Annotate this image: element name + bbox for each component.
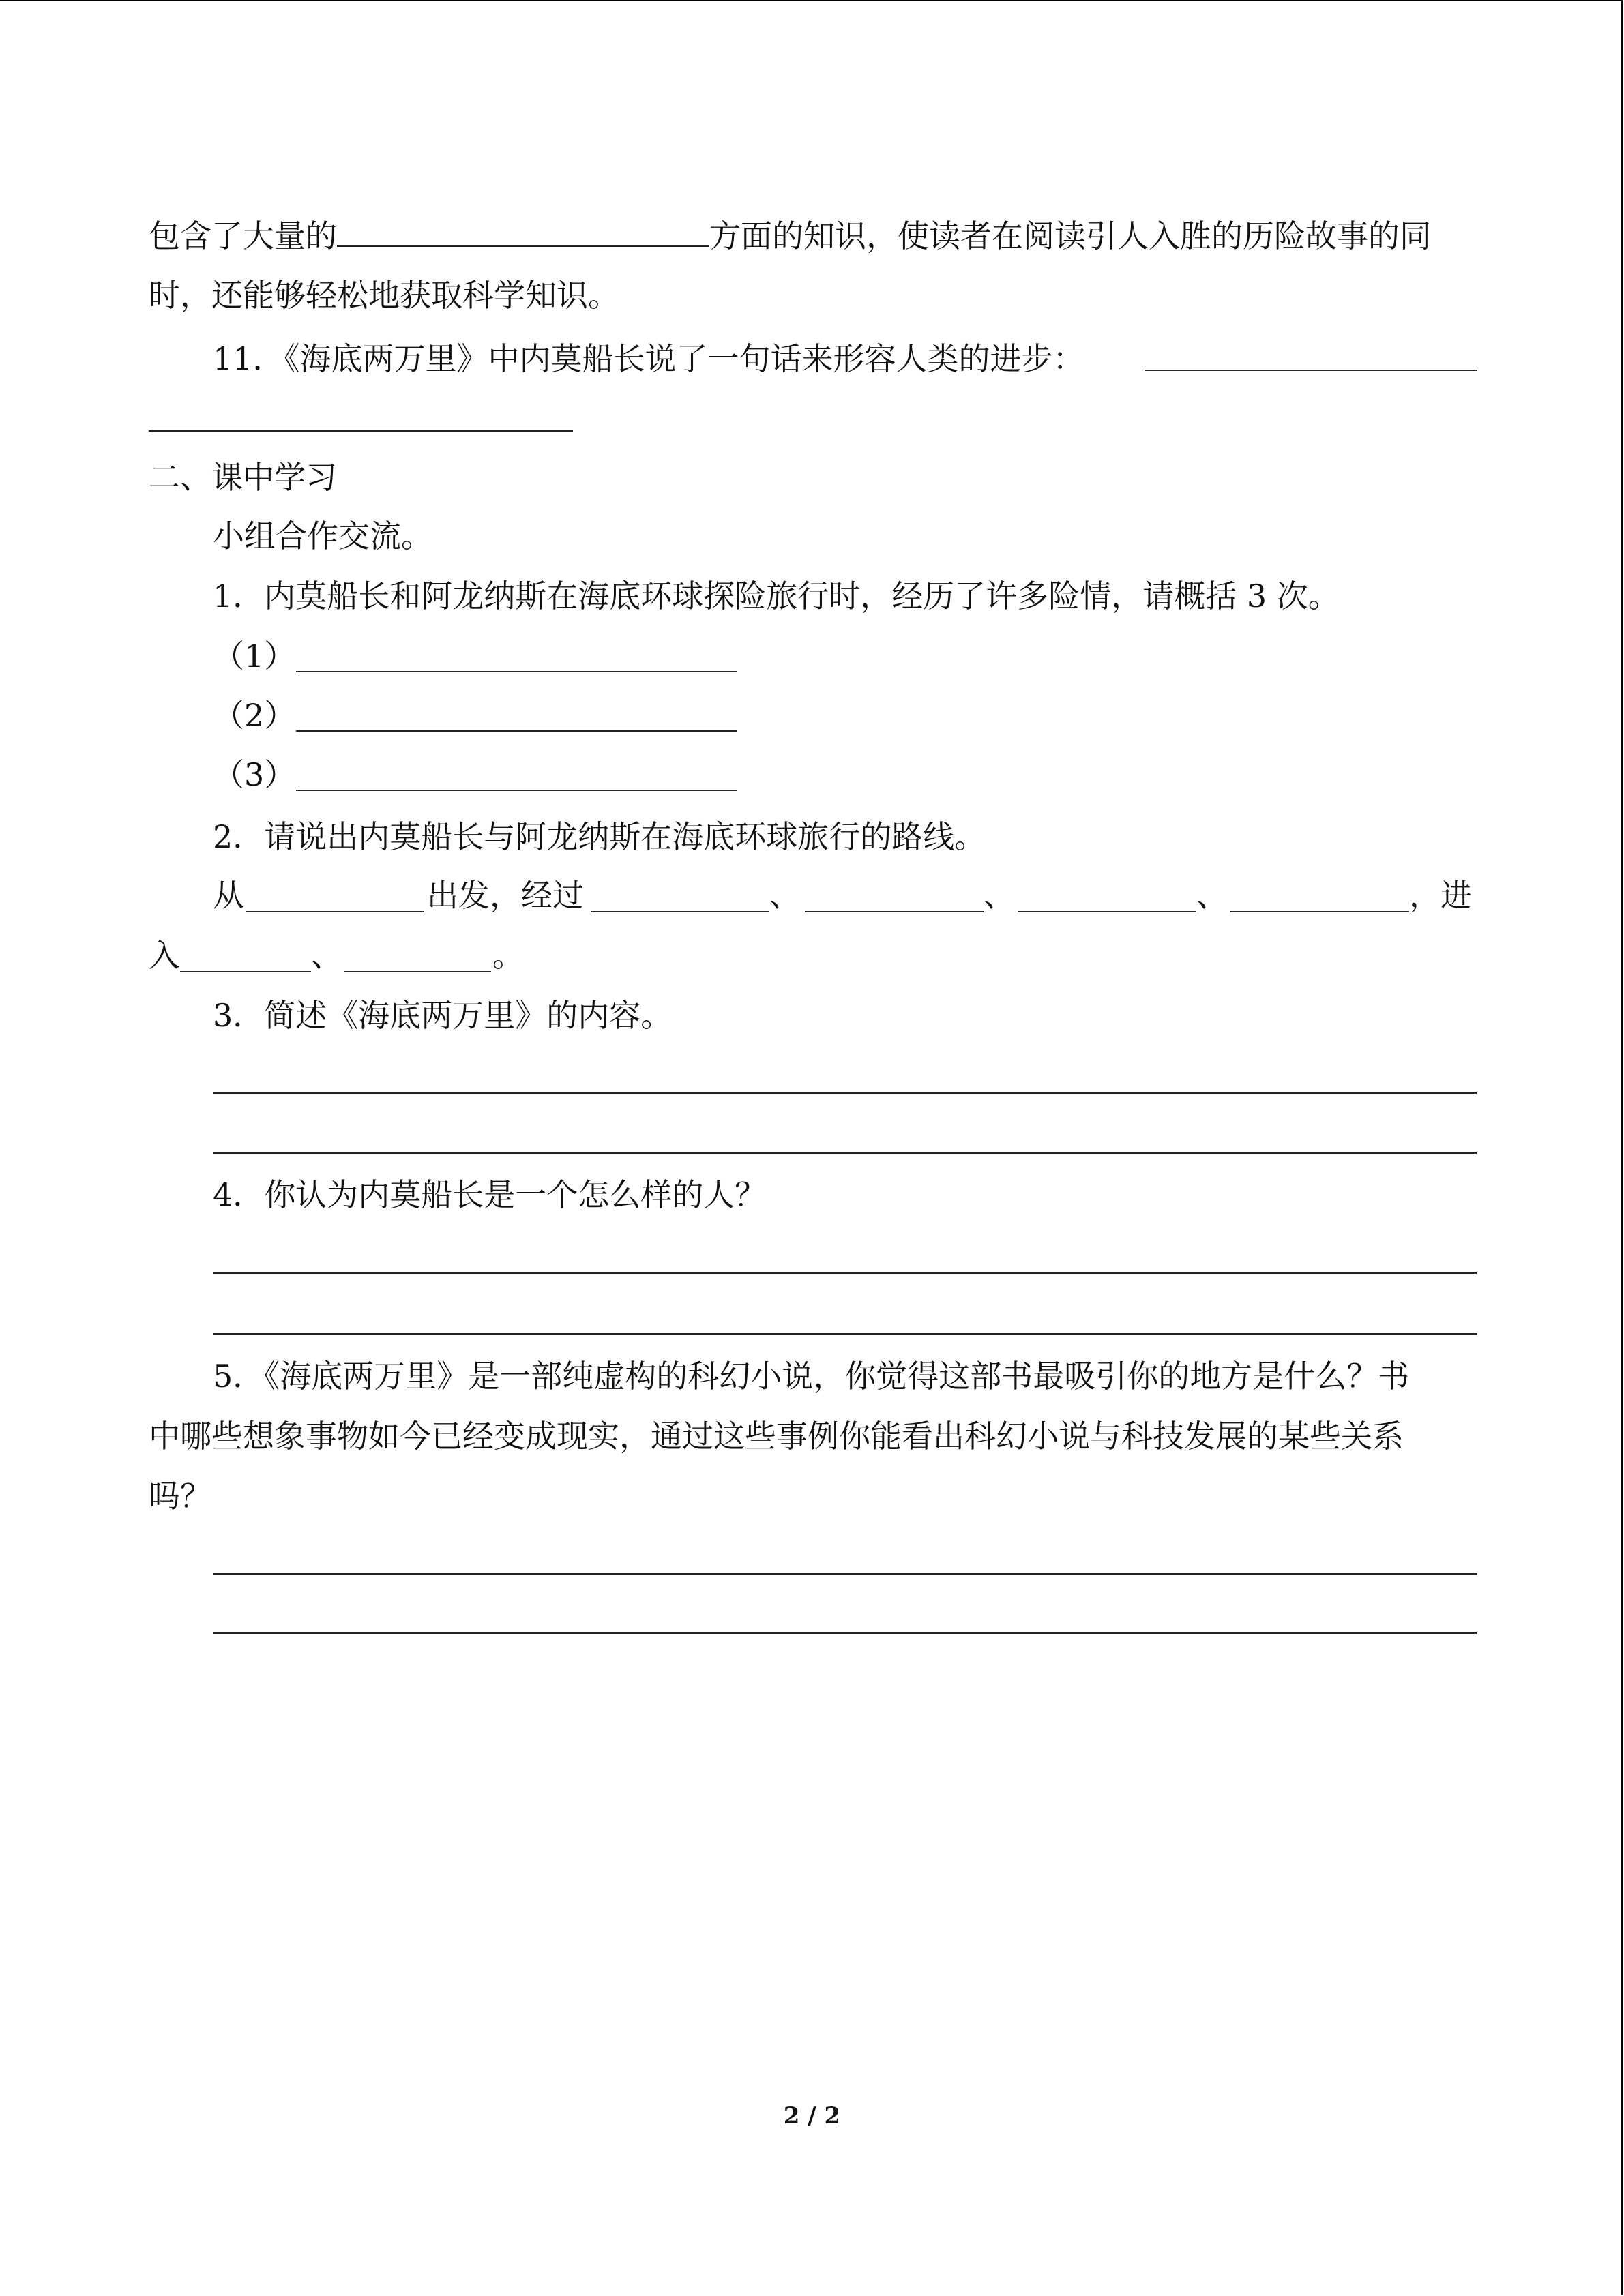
answer-line[interactable]: [213, 1272, 1477, 1274]
q2-enter-tail: ，进: [1409, 877, 1472, 914]
q1-item-label: （1）: [213, 638, 296, 674]
answer-blank[interactable]: [337, 215, 709, 247]
answer-blank[interactable]: [149, 430, 573, 432]
answer-blank[interactable]: [591, 911, 769, 912]
section-heading: 二、课中学习: [149, 459, 337, 496]
answer-line[interactable]: [213, 1152, 1477, 1154]
answer-blank[interactable]: [1230, 911, 1409, 912]
section-intro: 小组合作交流。: [213, 518, 432, 554]
q2-separator: 、: [769, 877, 801, 914]
answer-blank[interactable]: [180, 971, 311, 972]
answer-line[interactable]: [213, 1092, 1477, 1094]
page-number: 2 / 2: [783, 2102, 841, 2130]
answer-blank[interactable]: [1018, 911, 1196, 912]
q2-separator: 、: [1196, 877, 1228, 914]
q2-enter: 入: [149, 937, 180, 974]
q1-item-label: （2）: [213, 697, 296, 734]
question-1: 1．内莫船长和阿龙纳斯在海底环球探险旅行时，经历了许多险情，请概括 3 次。: [213, 578, 1340, 614]
question-4: 4．你认为内莫船长是一个怎么样的人？: [213, 1176, 767, 1213]
q2-separator: 、: [311, 937, 342, 974]
answer-blank[interactable]: [296, 790, 737, 791]
q2-from: 从: [213, 877, 244, 914]
question-2: 2．请说出内莫船长与阿龙纳斯在海底环球旅行的路线。: [213, 818, 986, 855]
answer-line[interactable]: [213, 1632, 1477, 1634]
answer-line[interactable]: [213, 1573, 1477, 1575]
q1-item: [213, 636, 295, 676]
q2-depart: 出发，经过: [427, 877, 584, 914]
answer-blank[interactable]: [246, 911, 424, 912]
text-line: 时，还能够轻松地获取科学知识。: [149, 277, 619, 314]
q1-item: [213, 696, 295, 735]
q2-separator: 、: [984, 877, 1015, 914]
q2-end: 。: [492, 937, 524, 974]
answer-blank[interactable]: [1145, 370, 1477, 371]
text-line: [149, 215, 1431, 255]
answer-blank[interactable]: [344, 971, 491, 972]
question-5: 5．《海底两万里》是一部纯虚构的科幻小说，你觉得这部书最吸引你的地方是什么？书: [213, 1358, 1410, 1395]
q1-item-label: （3）: [213, 756, 296, 793]
question-3: 3．简述《海底两万里》的内容。: [213, 997, 673, 1034]
q1-item: [213, 755, 295, 794]
text-segment: 方面的知识，使读者在阅读引人入胜的历险故事的同: [709, 218, 1431, 254]
text-segment: 包含了大量的: [149, 218, 337, 254]
question-11: 11．《海底两万里》中内莫船长说了一句话来形容人类的进步：: [213, 340, 1084, 377]
question-5-cont: 吗？: [149, 1478, 211, 1515]
answer-blank[interactable]: [296, 730, 737, 732]
answer-blank[interactable]: [805, 911, 984, 912]
answer-blank[interactable]: [296, 671, 737, 672]
answer-line[interactable]: [213, 1333, 1477, 1335]
question-5-cont: 中哪些想象事物如今已经变成现实，通过这些事例你能看出科幻小说与科技发展的某些关系: [149, 1418, 1404, 1455]
